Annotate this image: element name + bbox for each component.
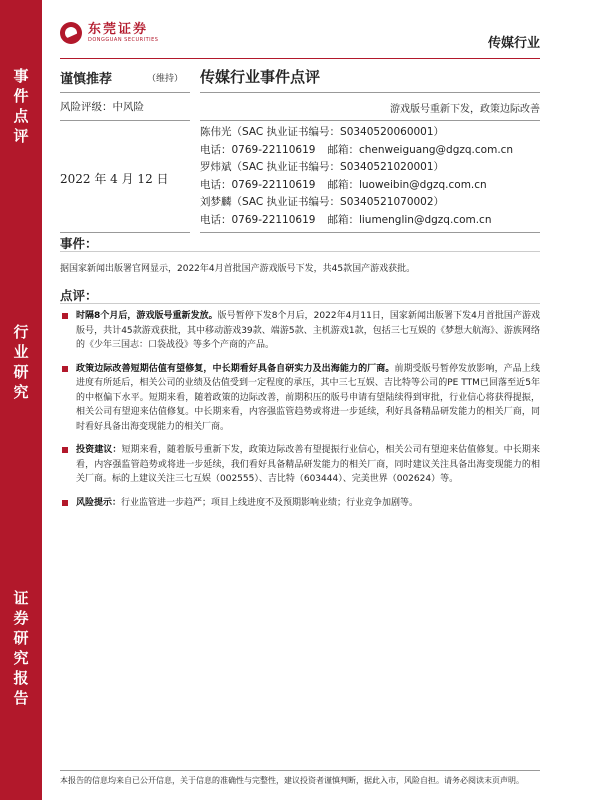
right-divider (200, 92, 540, 93)
right-divider (200, 120, 540, 121)
analyst-name: 罗炜斌（SAC 执业证书编号：S0340521020001） (200, 161, 445, 173)
footer-divider (60, 770, 540, 771)
section-divider (60, 251, 540, 252)
risk-level: 风险评级：中风险 (60, 101, 144, 113)
bullet-item (60, 362, 540, 435)
left-divider (60, 92, 190, 93)
bullet-item (60, 443, 540, 487)
bullet-text: 短期来看，随着版号重新下发，政策边际改善有望提振行业信心，相关公司有望迎来估值修复。中长期来看，内容强监管趋势或将进一步延续，我们看好具备精品研发能力的相关厂商，同时建议关注具备出海变现能力的相关厂商。标的上建议关注三七互娱（002555）、吉比特（603444）、完美世界（002624）等。 (76, 445, 540, 484)
analyst-list (200, 124, 540, 229)
analyst-phone: 电话：0769-22110619 (200, 143, 316, 156)
bullet-bold: 政策边际改善短期估值有望修复，中长期看好具备自研实力及出海能力的厂商。 (76, 363, 395, 374)
comment-heading: 点评： (60, 288, 98, 303)
right-divider (200, 232, 540, 233)
analyst-name: 陈伟光（SAC 执业证书编号：S0340520060001） (200, 126, 445, 138)
logo-cn-text: 东莞证券 (88, 21, 149, 37)
event-heading: 事件： (60, 236, 98, 251)
analyst-contact (200, 142, 540, 160)
footer-disclaimer: 本报告的信息均来自已公开信息，关于信息的准确性与完整性，建议投资者谨慎判断，据此入市，风险自担。请务必阅读末页声明。 (60, 776, 524, 785)
bullet-square-icon (62, 447, 68, 453)
bullet-square-icon (62, 313, 68, 319)
bullet-bold: 投资建议： (76, 445, 122, 455)
publish-date: 2022 年 4 月 12 日 (60, 172, 169, 186)
sidebar-label-event-review: 事件点评 (13, 67, 29, 145)
company-logo (60, 22, 158, 44)
comment-bullets (60, 309, 540, 519)
bullet-square-icon (62, 500, 68, 506)
logo-en-text: DONGGUAN SECURITIES (88, 36, 159, 43)
analyst-name: 刘梦麟（SAC 执业证书编号：S0340521070002） (200, 196, 445, 208)
bullet-square-icon (62, 366, 68, 372)
bullet-text: 前期受版号暂停发放影响，产品上线进度有所延后，相关公司的业绩及估值受到一定程度的承压，其中三七互娱、吉比特等公司的PE TTM已回落至近5年的中枢偏下水平。短期来看，随着政策的边际改善，前期积压的版号申请有望陆续得到审批，行业信心将获得提振，相关公司有望迎来估值修复。中长期来看，内容强监管趋势或将进一步延续，利好具备精品研发能力的相关厂商，同时看好具备出海变现能力的相关厂商。 (76, 363, 540, 432)
sidebar-label-securities-report: 证券研究报告 (13, 589, 29, 707)
rating-keep: （维持） (147, 74, 184, 84)
analyst-phone: 电话：0769-22110619 (200, 178, 316, 191)
bullet-bold: 风险提示： (76, 497, 122, 508)
left-divider (60, 120, 190, 121)
bullet-item (60, 496, 540, 511)
industry-title: 传媒行业 (487, 36, 540, 51)
analyst-contact (200, 177, 540, 195)
report-title: 传媒行业事件点评 (200, 68, 321, 86)
header-divider (60, 58, 540, 59)
sidebar-label-industry-research: 行业研究 (13, 323, 29, 401)
logo-mark-icon (60, 22, 82, 44)
bullet-item (60, 309, 540, 353)
rating-label: 谨慎推荐 (60, 72, 113, 87)
bullet-bold: 时隔8个月后，游戏版号重新发放。 (76, 311, 218, 321)
analyst-phone: 电话：0769-22110619 (200, 213, 316, 226)
section-divider (60, 303, 540, 304)
left-divider (60, 232, 190, 233)
analyst-email: 邮箱：luoweibin@dgzq.com.cn (327, 178, 487, 191)
report-subtitle: 游戏版号重新下发，政策边际改善 (390, 104, 540, 115)
analyst-email: 邮箱：liumenglin@dgzq.com.cn (327, 213, 492, 226)
analyst-contact (200, 212, 540, 230)
bullet-text: 行业监管进一步趋严；项目上线进度不及预期影响业绩；行业竞争加剧等。 (121, 497, 419, 508)
bullet-text: 版号暂停下发8个月后，2022年4月11日，国家新闻出版署下发4月首批国产游戏版号，共计45款游戏获批，其中移动游戏39款、端游5款、主机游戏1款，包括三七互娱的《梦想大航海》、游族网络的《少年三国志：口袋战役》等多个产商的产品。 (76, 311, 541, 350)
analyst-email: 邮箱：chenweiguang@dgzq.com.cn (327, 143, 514, 156)
event-text: 据国家新闻出版署官网显示，2022年4月首批国产游戏版号下发，共45款国产游戏获批。 (60, 264, 416, 274)
